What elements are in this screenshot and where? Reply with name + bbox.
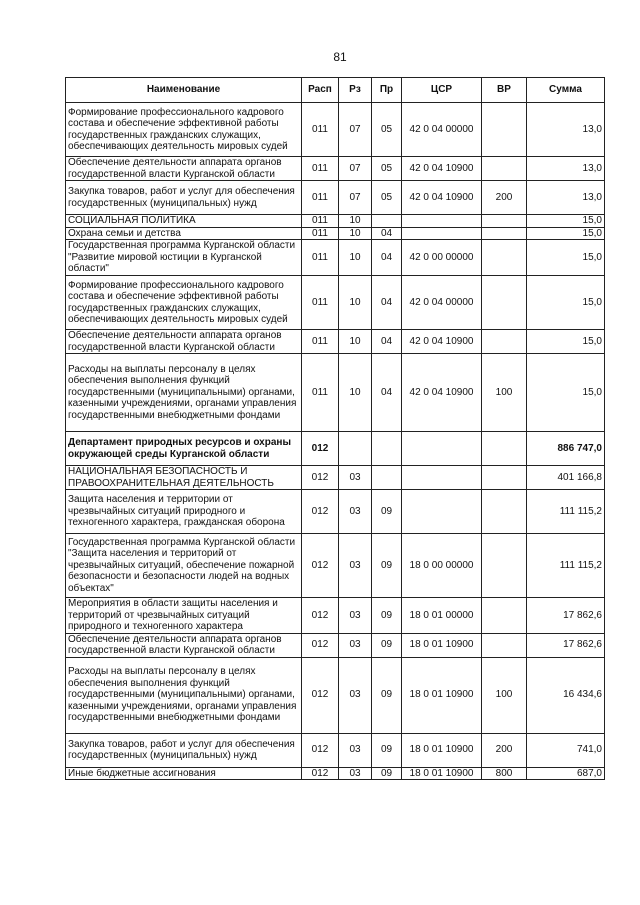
cell-csr: 42 0 04 10900 — [402, 354, 482, 432]
cell-pr: 04 — [372, 240, 402, 276]
cell-rasp: 012 — [302, 490, 339, 534]
cell-pr: 09 — [372, 733, 402, 767]
cell-name: СОЦИАЛЬНАЯ ПОЛИТИКА — [66, 215, 302, 228]
cell-name: Обеспечение деятельности аппарата органов государственной власти Курганской области — [66, 157, 302, 181]
header-pr: Пр — [372, 78, 402, 103]
cell-sum: 111 115,2 — [527, 490, 605, 534]
cell-csr: 18 0 01 10900 — [402, 733, 482, 767]
cell-sum: 17 862,6 — [527, 633, 605, 657]
cell-name: Мероприятия в области защиты населения и территорий от чрезвычайных ситуаций природного и техногенного характера — [66, 598, 302, 634]
cell-vr — [482, 215, 527, 228]
cell-pr: 09 — [372, 534, 402, 598]
table-row — [66, 240, 605, 276]
table-row — [66, 215, 605, 228]
table-row — [66, 227, 605, 240]
table-row — [66, 181, 605, 215]
cell-sum: 17 862,6 — [527, 598, 605, 634]
cell-rasp: 012 — [302, 534, 339, 598]
cell-sum: 15,0 — [527, 227, 605, 240]
header-rasp: Расп — [302, 78, 339, 103]
cell-name: Обеспечение деятельности аппарата органов государственной власти Курганской области — [66, 330, 302, 354]
cell-sum: 687,0 — [527, 767, 605, 780]
cell-rasp: 011 — [302, 103, 339, 157]
cell-name: Обеспечение деятельности аппарата органов государственной власти Курганской области — [66, 633, 302, 657]
cell-rz — [339, 432, 372, 466]
cell-csr: 42 0 04 00000 — [402, 103, 482, 157]
cell-sum: 111 115,2 — [527, 534, 605, 598]
cell-name: Иные бюджетные ассигнования — [66, 767, 302, 780]
cell-rz: 10 — [339, 330, 372, 354]
cell-vr — [482, 227, 527, 240]
cell-name: Государственная программа Курганской области "Защита населения и территорий от чрезвычайных ситуаций, обеспечение пожарной безопасности и безопасности людей на водных объектах" — [66, 534, 302, 598]
cell-rz: 07 — [339, 103, 372, 157]
cell-pr: 09 — [372, 767, 402, 780]
cell-rz: 03 — [339, 633, 372, 657]
cell-csr: 42 0 04 10900 — [402, 181, 482, 215]
header-sum: Сумма — [527, 78, 605, 103]
cell-rasp: 011 — [302, 157, 339, 181]
cell-sum: 15,0 — [527, 215, 605, 228]
cell-vr — [482, 157, 527, 181]
cell-csr: 18 0 01 10900 — [402, 767, 482, 780]
budget-table — [65, 77, 605, 780]
cell-sum: 15,0 — [527, 276, 605, 330]
cell-name: Закупка товаров, работ и услуг для обеспечения государственных (муниципальных) нужд — [66, 733, 302, 767]
table-row — [66, 103, 605, 157]
cell-rz: 10 — [339, 240, 372, 276]
cell-name: НАЦИОНАЛЬНАЯ БЕЗОПАСНОСТЬ И ПРАВООХРАНИТЕЛЬНАЯ ДЕЯТЕЛЬНОСТЬ — [66, 466, 302, 490]
cell-pr: 05 — [372, 103, 402, 157]
cell-name: Охрана семьи и детства — [66, 227, 302, 240]
table-row — [66, 767, 605, 780]
cell-pr — [372, 215, 402, 228]
cell-csr — [402, 215, 482, 228]
cell-csr: 42 0 00 00000 — [402, 240, 482, 276]
cell-vr — [482, 633, 527, 657]
cell-vr — [482, 598, 527, 634]
cell-name: Расходы на выплаты персоналу в целях обеспечения выполнения функций государственными (муниципальными) органами, казенными учреждениями, органами управления государственными внебюджетными фондами — [66, 354, 302, 432]
cell-name: Закупка товаров, работ и услуг для обеспечения государственных (муниципальных) нужд — [66, 181, 302, 215]
cell-sum: 16 434,6 — [527, 657, 605, 733]
cell-rz: 07 — [339, 157, 372, 181]
cell-rasp: 012 — [302, 657, 339, 733]
table-body — [66, 103, 605, 780]
cell-rasp: 011 — [302, 276, 339, 330]
cell-rasp: 012 — [302, 432, 339, 466]
cell-csr: 18 0 00 00000 — [402, 534, 482, 598]
table-header-row — [66, 78, 605, 103]
cell-name: Формирование профессионального кадрового состава и обеспечение эффективной работы государственных гражданских служащих, обеспечивающих деятельность мировых судей — [66, 103, 302, 157]
cell-sum: 13,0 — [527, 181, 605, 215]
cell-csr — [402, 227, 482, 240]
cell-rasp: 012 — [302, 733, 339, 767]
cell-name: Защита населения и территории от чрезвычайных ситуаций природного и техногенного характера, гражданская оборона — [66, 490, 302, 534]
cell-pr: 04 — [372, 330, 402, 354]
cell-rz: 10 — [339, 276, 372, 330]
cell-rz: 03 — [339, 534, 372, 598]
cell-name: Департамент природных ресурсов и охраны окружающей среды Курганской области — [66, 432, 302, 466]
cell-sum: 13,0 — [527, 157, 605, 181]
cell-pr: 09 — [372, 657, 402, 733]
cell-sum: 15,0 — [527, 330, 605, 354]
cell-pr: 05 — [372, 181, 402, 215]
cell-vr: 100 — [482, 354, 527, 432]
cell-vr — [482, 466, 527, 490]
cell-rasp: 011 — [302, 330, 339, 354]
cell-name: Расходы на выплаты персоналу в целях обеспечения выполнения функций государственными (муниципальными) органами, казенными учреждениями, органами управления государственными внебюджетными фондами — [66, 657, 302, 733]
cell-rz: 03 — [339, 657, 372, 733]
cell-vr: 100 — [482, 657, 527, 733]
cell-csr — [402, 432, 482, 466]
cell-rz: 03 — [339, 733, 372, 767]
cell-csr: 18 0 01 10900 — [402, 657, 482, 733]
cell-vr — [482, 276, 527, 330]
header-vr: ВР — [482, 78, 527, 103]
table-row — [66, 466, 605, 490]
cell-vr — [482, 534, 527, 598]
table-row — [66, 432, 605, 466]
cell-sum: 13,0 — [527, 103, 605, 157]
cell-sum: 741,0 — [527, 733, 605, 767]
cell-vr: 200 — [482, 733, 527, 767]
cell-csr — [402, 466, 482, 490]
cell-rz: 03 — [339, 490, 372, 534]
cell-pr: 09 — [372, 633, 402, 657]
cell-vr — [482, 490, 527, 534]
cell-pr: 04 — [372, 227, 402, 240]
table-row — [66, 657, 605, 733]
table-row — [66, 276, 605, 330]
table-row — [66, 598, 605, 634]
cell-csr — [402, 490, 482, 534]
cell-rz: 03 — [339, 598, 372, 634]
cell-csr: 18 0 01 10900 — [402, 633, 482, 657]
cell-name: Государственная программа Курганской области "Развитие мировой юстиции в Курганской области" — [66, 240, 302, 276]
table-row — [66, 534, 605, 598]
cell-rasp: 011 — [302, 215, 339, 228]
cell-rasp: 012 — [302, 767, 339, 780]
header-csr: ЦСР — [402, 78, 482, 103]
table-row — [66, 490, 605, 534]
cell-vr — [482, 330, 527, 354]
header-rz: Рз — [339, 78, 372, 103]
table-row — [66, 733, 605, 767]
cell-pr — [372, 466, 402, 490]
cell-pr: 04 — [372, 354, 402, 432]
cell-sum: 886 747,0 — [527, 432, 605, 466]
cell-rasp: 012 — [302, 633, 339, 657]
cell-rasp: 012 — [302, 466, 339, 490]
cell-csr: 18 0 01 00000 — [402, 598, 482, 634]
cell-pr — [372, 432, 402, 466]
cell-csr: 42 0 04 10900 — [402, 330, 482, 354]
cell-sum: 15,0 — [527, 354, 605, 432]
cell-vr — [482, 240, 527, 276]
cell-vr: 800 — [482, 767, 527, 780]
table-row — [66, 330, 605, 354]
cell-pr: 04 — [372, 276, 402, 330]
cell-rz: 03 — [339, 767, 372, 780]
cell-pr: 09 — [372, 598, 402, 634]
table-row — [66, 354, 605, 432]
cell-vr — [482, 103, 527, 157]
table-row — [66, 633, 605, 657]
cell-rasp: 011 — [302, 227, 339, 240]
cell-rasp: 011 — [302, 240, 339, 276]
cell-vr: 200 — [482, 181, 527, 215]
cell-rasp: 012 — [302, 598, 339, 634]
cell-pr: 09 — [372, 490, 402, 534]
cell-sum: 15,0 — [527, 240, 605, 276]
cell-csr: 42 0 04 10900 — [402, 157, 482, 181]
cell-vr — [482, 432, 527, 466]
header-name: Наименование — [66, 78, 302, 103]
cell-pr: 05 — [372, 157, 402, 181]
cell-rz: 10 — [339, 227, 372, 240]
cell-rasp: 011 — [302, 181, 339, 215]
page-number: 81 — [333, 50, 347, 64]
cell-sum: 401 166,8 — [527, 466, 605, 490]
table-row — [66, 157, 605, 181]
cell-rz: 07 — [339, 181, 372, 215]
cell-rz: 03 — [339, 466, 372, 490]
cell-rasp: 011 — [302, 354, 339, 432]
cell-rz: 10 — [339, 215, 372, 228]
cell-csr: 42 0 04 00000 — [402, 276, 482, 330]
cell-name: Формирование профессионального кадрового состава и обеспечение эффективной работы государственных гражданских служащих, обеспечивающих деятельность мировых судей — [66, 276, 302, 330]
cell-rz: 10 — [339, 354, 372, 432]
